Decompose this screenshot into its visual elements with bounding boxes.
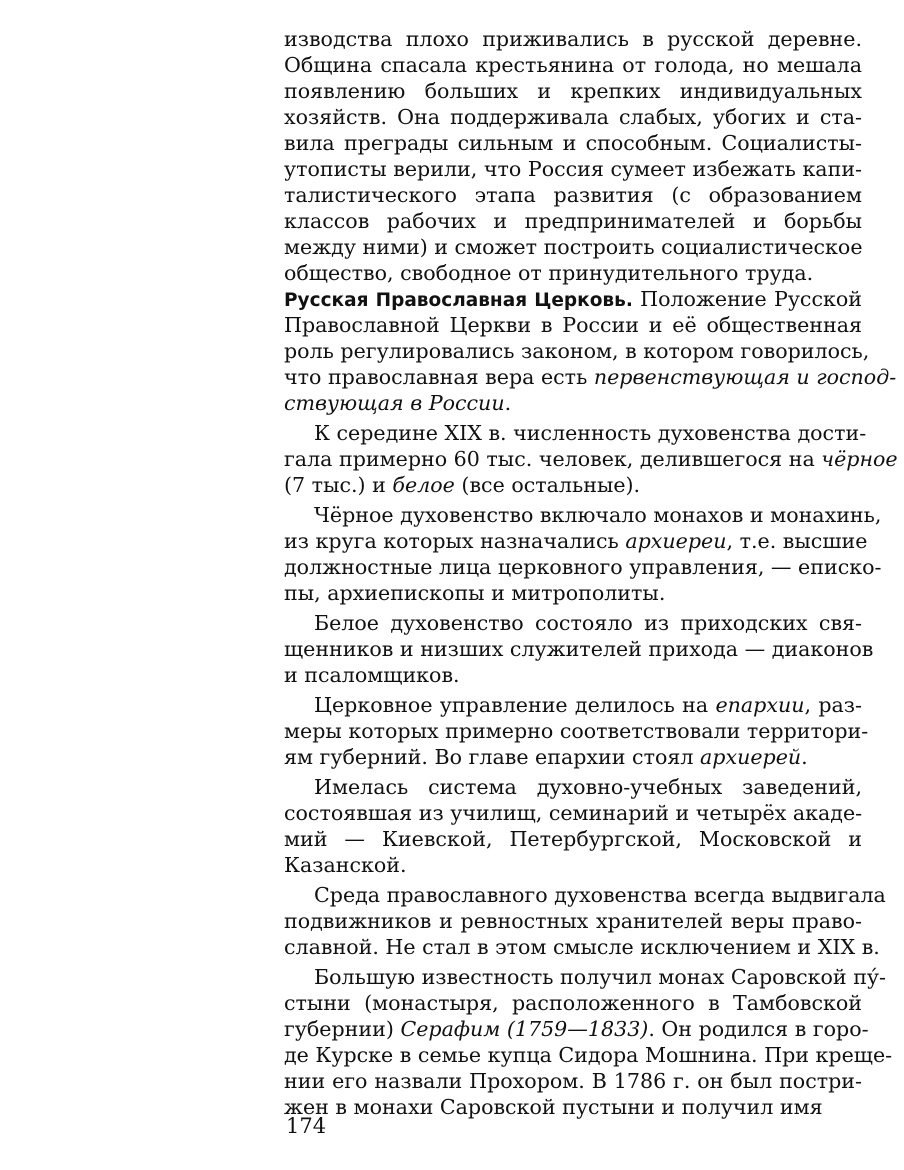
text-line	[284, 580, 862, 606]
text-run: роль регулировались законом, в котором говорилось,	[284, 339, 870, 363]
text-run: классов рабочих и предпринимателей и борьбы	[284, 209, 862, 233]
text-run: подвижников и ревностных хранителей веры право-	[284, 909, 862, 933]
text-run: талистического этапа развития (с образованием	[284, 183, 862, 207]
text-line	[284, 364, 897, 390]
text-run: .	[801, 745, 808, 769]
text-run: хозяйств. Она поддерживала слабых, убогих и ста-	[284, 105, 862, 129]
text-line	[284, 286, 862, 312]
italic-term: архиереи	[625, 529, 727, 553]
text-run: ям губерний. Во главе епархии стоял	[284, 745, 700, 769]
text-run: Большую известность получил монах Саровской пу́-	[314, 965, 886, 989]
text-line	[284, 420, 867, 446]
italic-term: Серафим (1759—1833)	[400, 1017, 649, 1041]
text-run: Община спасала крестьянина от голода, но мешала	[284, 53, 862, 77]
italic-term: чёрное	[821, 447, 898, 471]
text-line	[284, 636, 874, 662]
text-line	[284, 260, 862, 286]
text-line	[284, 908, 862, 934]
text-run: меры которых примерно соответствовали территори-	[284, 719, 869, 743]
page-number: 174	[286, 1114, 327, 1138]
text-run: из круга которых назначались	[284, 529, 626, 553]
text-run: мий — Киевской, Петербургской, Московской и	[284, 827, 862, 851]
text-line	[284, 1042, 893, 1068]
text-line	[284, 234, 862, 260]
text-line	[284, 446, 898, 472]
text-run: гала примерно 60 тыс. человек, делившегося на	[284, 447, 822, 471]
paragraph	[284, 964, 893, 1120]
text-run: утописты верили, что Россия сумеет избежать капи-	[284, 157, 862, 181]
text-run: , раз-	[804, 693, 862, 717]
text-line	[284, 528, 868, 554]
section-heading: Русская Православная Церковь.	[284, 290, 633, 311]
text-run: жен в монахи Саровской пустыни и получил имя	[284, 1095, 823, 1119]
text-run: должностные лица церковного управления, — еписко-	[284, 555, 882, 579]
text-line	[284, 1094, 862, 1120]
text-line	[284, 26, 862, 52]
text-run: , т.е. высшие	[726, 529, 868, 553]
text-line	[284, 964, 886, 990]
text-run: Казанской.	[284, 853, 407, 877]
text-line	[284, 718, 869, 744]
text-line	[284, 990, 862, 1016]
text-line	[284, 882, 886, 908]
text-run: Церковное управление делилось на	[314, 693, 716, 717]
paragraph	[284, 882, 886, 960]
text-run: (7 тыс.) и	[284, 473, 393, 497]
paragraph	[284, 692, 869, 770]
text-run: нии его назвали Прохором. В 1786 г. он был постри-	[284, 1069, 862, 1093]
italic-term: первенствующая и господ-	[593, 365, 897, 389]
text-line	[284, 662, 862, 688]
paragraph	[284, 420, 898, 498]
text-run: общество, свободное от принудительного труда.	[284, 261, 814, 285]
italic-term: епархии	[715, 693, 805, 717]
text-line	[284, 692, 862, 718]
text-line	[284, 852, 862, 878]
text-line	[284, 1068, 862, 1094]
text-run: стыни (монастыря, расположенного в Тамбовской	[284, 991, 862, 1015]
paragraph	[284, 286, 897, 416]
paragraph	[284, 502, 882, 606]
text-run: Чёрное духовенство включало монахов и монахинь,	[314, 503, 882, 527]
paragraph	[284, 26, 862, 286]
text-line	[284, 312, 862, 338]
text-line	[284, 744, 862, 770]
text-run: состоявшая из училищ, семинарий и четырёх акаде-	[284, 801, 863, 825]
text-run: Белое духовенство состояло из приходских свя-	[314, 611, 862, 635]
text-line	[284, 104, 862, 130]
text-run: (все остальные).	[454, 473, 641, 497]
text-run: . Он родился в горо-	[648, 1017, 869, 1041]
text-line	[284, 390, 862, 416]
text-run: вила преграды сильным и способным. Социалисты-	[284, 131, 862, 155]
text-line	[284, 502, 882, 528]
italic-term: ствующая в России	[284, 391, 505, 415]
page-text	[284, 26, 898, 1120]
text-line	[284, 774, 862, 800]
text-run: что православная вера есть	[284, 365, 594, 389]
text-line	[284, 156, 862, 182]
italic-term: архиерей	[700, 745, 802, 769]
text-line	[284, 130, 862, 156]
text-line	[284, 338, 870, 364]
text-line	[284, 52, 862, 78]
text-run: Имелась система духовно-учебных заведений,	[314, 775, 862, 799]
text-run: К середине XIX в. численность духовенства дости-	[314, 421, 867, 445]
text-line	[284, 800, 862, 826]
text-run: Православной Церкви в России и её общественная	[284, 313, 862, 337]
text-run: Среда православного духовенства всегда выдвигала	[314, 883, 886, 907]
text-line	[284, 826, 862, 852]
text-run: изводства плохо приживались в русской деревне.	[284, 27, 862, 51]
text-line	[284, 934, 880, 960]
text-line	[284, 554, 882, 580]
text-run: губернии)	[284, 1017, 401, 1041]
text-line	[284, 472, 862, 498]
text-line	[284, 208, 862, 234]
text-run: щенников и низших служителей прихода — диаконов	[284, 637, 874, 661]
text-run: и псаломщиков.	[284, 663, 460, 687]
text-run: .	[504, 391, 512, 415]
text-run: пы, архиепископы и митрополиты.	[284, 581, 666, 605]
text-line	[284, 182, 862, 208]
text-run: появлению больших и крепких индивидуальных	[284, 79, 862, 103]
text-run: между ними) и сможет построить социалистическое	[284, 235, 863, 259]
text-run: Положение Русской	[632, 287, 862, 311]
paragraph	[284, 610, 874, 688]
italic-term: белое	[392, 473, 455, 497]
text-run: де Курске в семье купца Сидора Мошнина. При креще-	[284, 1043, 893, 1067]
text-line	[284, 610, 862, 636]
text-line	[284, 78, 862, 104]
text-run: славной. Не стал в этом смысле исключением и XIX в.	[284, 935, 880, 959]
paragraph	[284, 774, 862, 878]
text-line	[284, 1016, 869, 1042]
